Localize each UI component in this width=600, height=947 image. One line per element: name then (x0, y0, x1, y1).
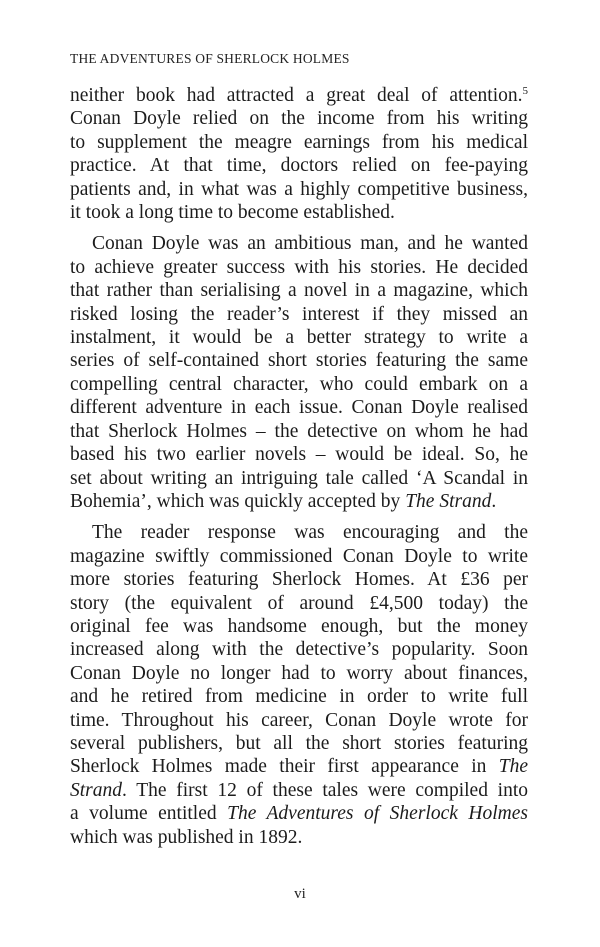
paragraph-3 (70, 521, 528, 849)
italic-title: Strand (70, 779, 123, 801)
italic-title: The Adventures of Sherlock Holmes (227, 803, 528, 825)
text-line: to achieve greater success with his stories. He decided (70, 256, 528, 278)
text-line: a volume entitled The Adventures of Sherlock Holmes (70, 803, 528, 825)
text-line: increased along with the detective’s popularity. Soon (70, 639, 528, 661)
text-line: Sherlock Holmes made their first appearance in The (70, 756, 528, 778)
text-line: The reader response was encouraging and the (92, 522, 528, 544)
text-line: practice. At that time, doctors relied on fee-paying (70, 155, 528, 177)
text-line: Conan Doyle relied on the income from his writing (70, 108, 528, 130)
text-line: that Sherlock Holmes – the detective on whom he had (70, 420, 528, 442)
italic-title: The Strand (405, 490, 492, 512)
italic-title: The (498, 756, 528, 778)
text-line: series of self-contained short stories featuring the same (70, 350, 528, 372)
paragraph-1 (70, 84, 528, 224)
text-line: compelling central character, who could embark on a (70, 373, 528, 395)
text-line: based his two earlier novels – would be ideal. So, he (70, 444, 528, 466)
text-line: time. Throughout his career, Conan Doyle wrote for (70, 709, 528, 731)
text-line: Conan Doyle no longer had to worry about finances, (70, 662, 528, 684)
text-line: story (the equivalent of around £4,500 today) the (70, 592, 528, 614)
text-line: patients and, in what was a highly competitive business, (70, 178, 528, 200)
text-line: risked losing the reader’s interest if they missed an (70, 303, 528, 325)
running-head: THE ADVENTURES OF SHERLOCK HOLMES (70, 51, 350, 66)
text-line: that rather than serialising a novel in a magazine, which (70, 280, 528, 302)
text-line: instalment, it would be a better strategy to write a (70, 327, 528, 349)
text-line: it took a long time to become established. (70, 202, 395, 224)
text-line: different adventure in each issue. Conan Doyle realised (70, 397, 528, 419)
paragraph-2 (70, 232, 528, 513)
text-line: to supplement the meagre earnings from his medical (70, 131, 528, 153)
footnote-marker[interactable]: 5 (522, 85, 528, 97)
text-line: set about writing an intriguing tale called ‘A Scandal in (70, 467, 528, 489)
text-line: Bohemia’, which was quickly accepted by The Strand. (70, 490, 497, 512)
text-line: Strand. The first 12 of these tales were compiled into (70, 779, 528, 801)
text-line: which was published in 1892. (70, 826, 303, 848)
text-line: several publishers, but all the short stories featuring (70, 732, 528, 754)
body-text (70, 84, 528, 857)
text-line: original fee was handsome enough, but the money (70, 615, 528, 637)
text-line: neither book had attracted a great deal of attention.$^5$ (70, 85, 528, 106)
page-number: vi (294, 886, 306, 902)
text-line: magazine swiftly commissioned Conan Doyle to write (70, 545, 528, 567)
text-line: and he retired from medicine in order to write full (70, 686, 528, 708)
text-line: Conan Doyle was an ambitious man, and he wanted (92, 233, 528, 255)
text-line: more stories featuring Sherlock Homes. At £36 per (70, 569, 528, 591)
